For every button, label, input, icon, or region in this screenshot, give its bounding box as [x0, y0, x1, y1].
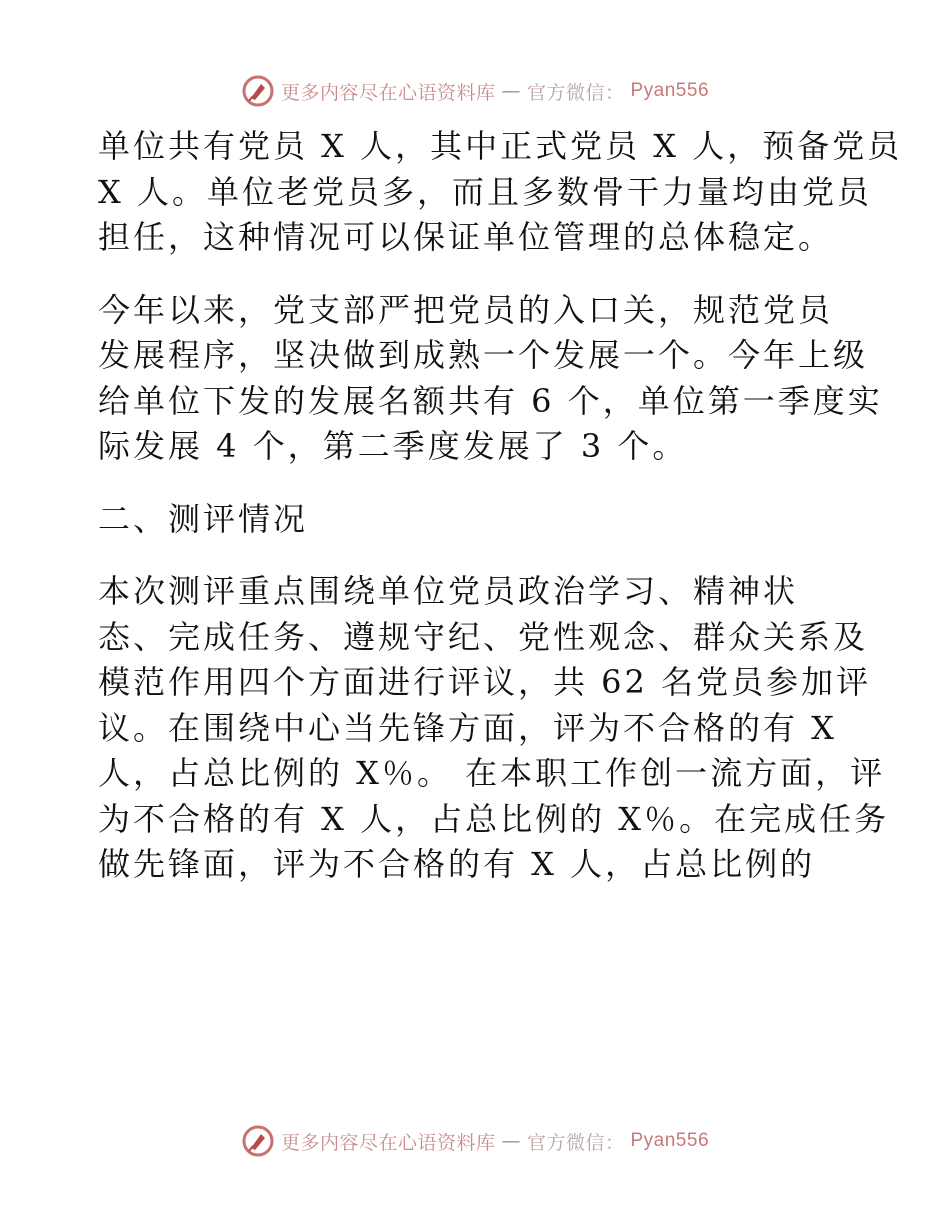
- text-line: 议。在围绕中心当先锋方面，评为不合格的有 X: [98, 708, 837, 747]
- watermark-site-text: 更多内容尽在心语资料库: [280, 1131, 496, 1154]
- text-line: 态、完成任务、遵规守纪、党性观念、群众关系及: [98, 617, 869, 656]
- section-heading: [98, 497, 858, 543]
- text-line: 今年以来，党支部严把党员的入口关，规范党员: [98, 290, 834, 329]
- text-line: 为不合格的有 X 人，占总比例的 X％。在完成任务: [98, 799, 890, 838]
- text-line: 际发展 4 个，第二季度发展了 3 个。: [98, 427, 688, 465]
- watermark-separator: —: [501, 80, 521, 102]
- pen-nib-icon: [241, 74, 275, 108]
- pen-nib-icon: [241, 1124, 275, 1158]
- text-line: 单位共有党员 X 人，其中正式党员 X 人，预备党员: [98, 127, 903, 165]
- header-watermark: [0, 74, 950, 108]
- paragraph-party-members: [98, 124, 903, 261]
- text-line: 二、测评情况: [98, 499, 309, 538]
- paragraph-development: [98, 288, 883, 470]
- watermark-site-text: 更多内容尽在心语资料库: [280, 81, 496, 104]
- text-line: 本次测评重点围绕单位党员政治学习、精神状: [98, 572, 799, 610]
- text-line: 模范作用四个方面进行评议，共 62 名党员参加评: [98, 663, 872, 701]
- watermark-wechat-label: 官方微信：: [526, 81, 625, 104]
- watermark-wechat-label: 官方微信：: [526, 1131, 625, 1154]
- watermark-wechat-id: Pyan556: [630, 80, 710, 101]
- watermark-separator: —: [501, 1130, 521, 1152]
- text-line: X 人。单位老党员多，而且多数骨干力量均由党员: [98, 172, 872, 211]
- document-body: [98, 124, 903, 915]
- text-line: 做先锋面，评为不合格的有 X 人，占总比例的: [98, 845, 816, 883]
- text-line: 人，占总比例的 X％。 在本职工作创一流方面，评: [98, 754, 886, 792]
- watermark-wechat-id: Pyan556: [630, 1130, 710, 1151]
- footer-watermark: [0, 1124, 950, 1158]
- text-line: 担任，这种情况可以保证单位管理的总体稳定。: [98, 218, 834, 256]
- text-line: 给单位下发的发展名额共有 6 个，单位第一季度实: [98, 381, 883, 420]
- text-line: 发展程序，坚决做到成熟一个发展一个。今年上级: [98, 336, 869, 374]
- paragraph-evaluation: [98, 569, 890, 888]
